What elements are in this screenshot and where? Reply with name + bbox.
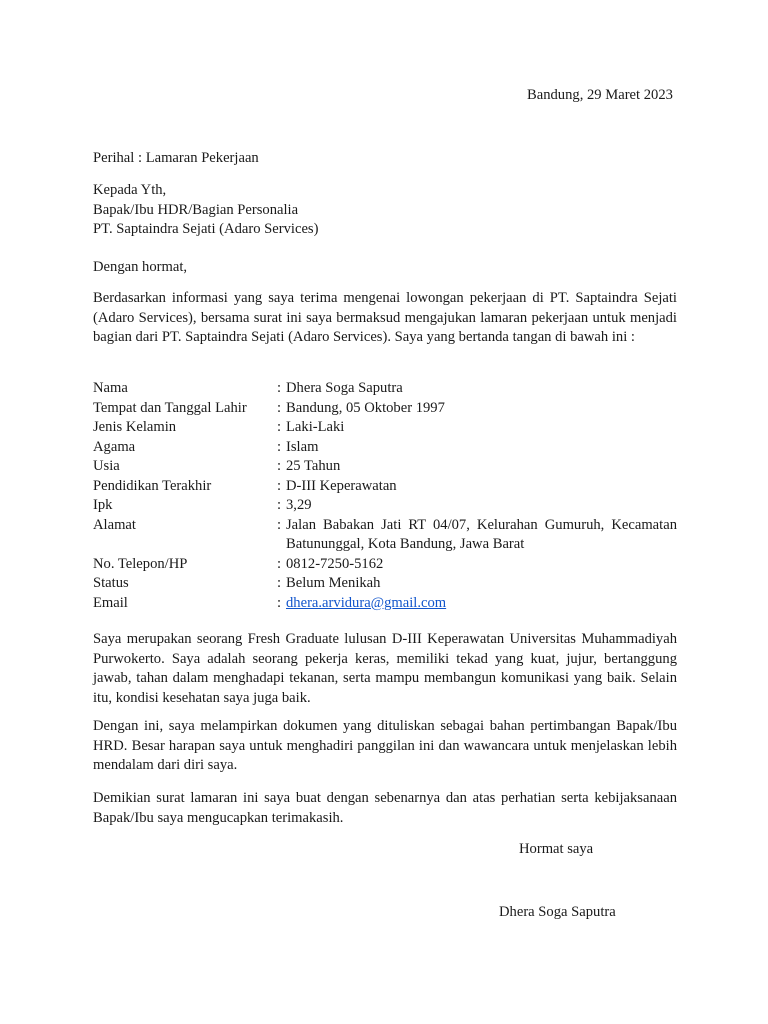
recipient-block (93, 181, 318, 240)
body-paragraph-2: Dengan ini, saya melampirkan dokumen yang dituliskan sebagai bahan pertimbangan Bapak/Ibu HRD. Besar harapan saya untuk menghadiri panggilan ini dan wawancara untuk menjelaskan lebih mendalam dari diri saya. (93, 718, 677, 773)
letter-date: Bandung, 29 Maret 2023 (527, 87, 673, 103)
detail-colon: : (277, 555, 282, 572)
email-link[interactable]: dhera.arvidura@gmail.com (286, 594, 447, 611)
detail-label: Status (93, 575, 129, 591)
detail-colon: : (277, 419, 282, 435)
detail-colon: : (277, 399, 282, 416)
detail-row-gpa (93, 496, 677, 516)
detail-label: Usia (93, 458, 120, 474)
detail-colon: : (277, 575, 282, 591)
detail-colon: : (277, 594, 282, 611)
detail-label: Email (93, 594, 128, 611)
detail-value: 3,29 (286, 497, 312, 513)
intro-paragraph: Berdasarkan informasi yang saya terima mengenai lowongan pekerjaan di PT. Saptaindra Sejati (Adaro Services), bersama surat ini saya bermaksud mengajukan lamaran pekerjaan untuk menjadi bagian dari PT. Saptaindra Sejati (Adaro Services). Saya yang bertanda tangan di bawah ini : (93, 290, 677, 345)
detail-label: Alamat (93, 516, 136, 533)
detail-value: Jalan Babakan Jati RT 04/07, Kelurahan Gumuruh, Kecamatan Batununggal, Kota Bandung, Jawa Barat (286, 516, 677, 552)
detail-colon: : (277, 438, 282, 455)
signer-name: Dhera Soga Saputra (499, 904, 616, 920)
detail-label: Tempat dan Tanggal Lahir (93, 399, 247, 416)
detail-label: No. Telepon/HP (93, 555, 188, 572)
detail-label: Ipk (93, 497, 113, 513)
detail-value (286, 594, 677, 614)
detail-colon: : (277, 380, 282, 396)
closing: Hormat saya (519, 841, 594, 857)
detail-colon: : (277, 497, 282, 513)
detail-row-status (93, 574, 677, 594)
detail-label: Agama (93, 438, 136, 455)
detail-value: 25 Tahun (286, 458, 341, 474)
body-paragraph-3: Demikian surat lamaran ini saya buat dengan sebenarnya dan atas perhatian serta kebijaksanaan Bapak/Ibu saya mengucapkan terimakasih. (93, 790, 677, 826)
detail-value: D-III Keperawatan (286, 477, 397, 494)
letter-subject: Perihal : Lamaran Pekerjaan (93, 150, 259, 166)
recipient-line-1: Kepada Yth, (93, 182, 167, 198)
detail-row-phone (93, 555, 677, 575)
detail-row-ttl (93, 399, 677, 419)
recipient-line-3: PT. Saptaindra Sejati (Adaro Services) (93, 221, 319, 237)
detail-row-address (93, 516, 677, 555)
detail-label: Nama (93, 380, 128, 396)
recipient-line-2: Bapak/Ibu HDR/Bagian Personalia (93, 201, 299, 218)
detail-colon: : (277, 477, 282, 494)
detail-value: Dhera Soga Saputra (286, 380, 403, 396)
greeting: Dengan hormat, (93, 259, 188, 275)
detail-value: 0812-7250-5162 (286, 555, 384, 572)
detail-value: Islam (286, 438, 319, 455)
detail-row-religion (93, 438, 677, 458)
detail-label: Pendidikan Terakhir (93, 477, 212, 494)
detail-colon: : (277, 458, 282, 474)
applicant-details (93, 379, 677, 613)
detail-colon: : (277, 516, 282, 533)
detail-label: Jenis Kelamin (93, 419, 177, 435)
detail-row-gender (93, 418, 677, 438)
detail-value: Laki-Laki (286, 419, 345, 435)
detail-row-nama (93, 379, 677, 399)
detail-row-email (93, 594, 677, 614)
detail-row-education (93, 477, 677, 497)
detail-value: Belum Menikah (286, 575, 381, 591)
detail-row-age (93, 457, 677, 477)
body-paragraph-1: Saya merupakan seorang Fresh Graduate lulusan D-III Keperawatan Universitas Muhammadiyah Purwokerto. Saya adalah seorang pekerja keras, memiliki tekad yang kuat, jujur, bertanggung jawab, tahan dalam menghadapi tekanan, serta mampu membangun komunikasi yang baik. Selain itu, kondisi kesehatan saya juga baik. (93, 631, 677, 706)
detail-value: Bandung, 05 Oktober 1997 (286, 399, 445, 416)
